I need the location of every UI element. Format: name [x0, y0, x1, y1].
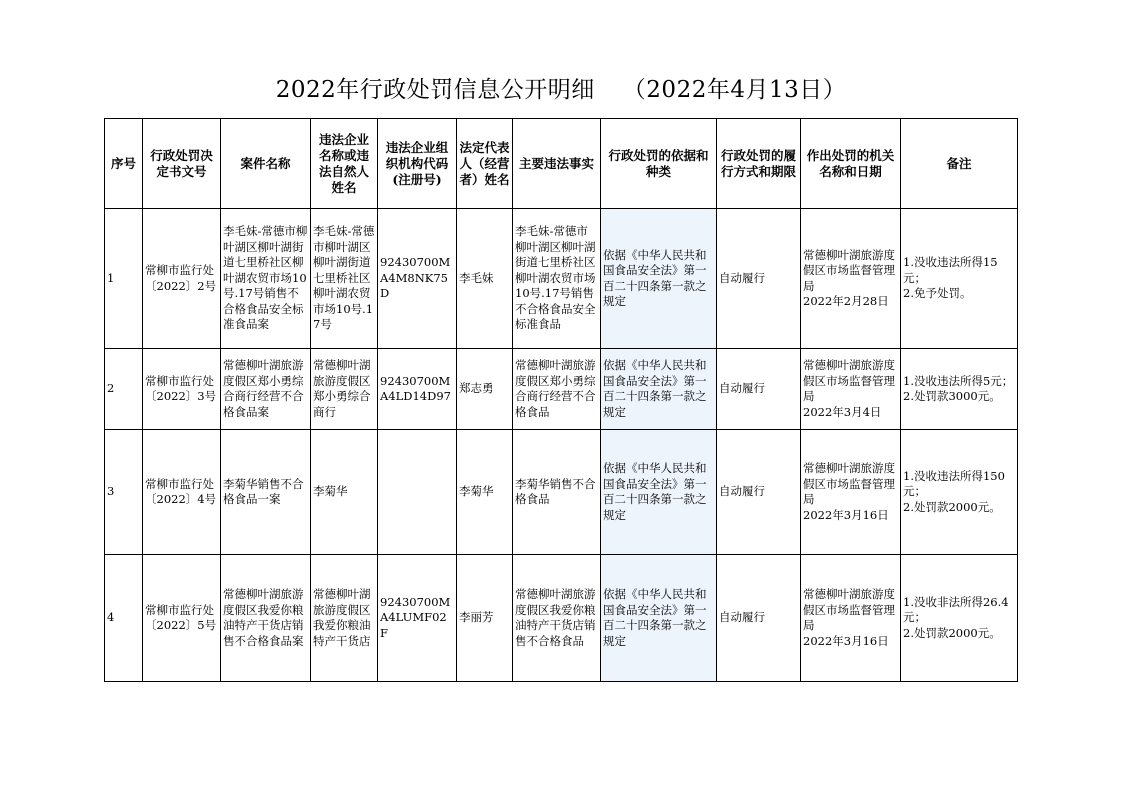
header-doc-no: 行政处罚决定书文号: [143, 119, 221, 209]
header-authority: 作出处罚的机关名称和日期: [801, 119, 901, 209]
cell-authority: [801, 209, 901, 349]
authority-name: 常德柳叶湖旅游度假区市场监督管理局: [803, 247, 895, 293]
cell-authority: [801, 349, 901, 430]
cell-legal-rep: 郑志勇: [457, 349, 513, 430]
header-remarks: 备注: [901, 119, 1018, 209]
cell-basis: 依据《中华人民共和国食品安全法》第一百二十四条第一款之规定: [601, 349, 717, 430]
cell-facts: 常德柳叶湖旅游度假区郑小勇综合商行经营不合格食品: [513, 349, 601, 430]
facts-text: 李毛妹-常德市柳叶湖区柳叶湖街道七里桥社区柳叶湖农贸市场10号.17号销售不合格食品安全标准食品: [515, 224, 596, 332]
remark-line-2: 2.处罚款3000元。: [903, 389, 1001, 403]
header-facts: 主要违法事实: [513, 119, 601, 209]
cell-case-name: 常德柳叶湖旅游度假区郑小勇综合商行经营不合格食品案: [221, 349, 311, 430]
cell-facts: 李菊华销售不合格食品: [513, 430, 601, 555]
cell-remarks: [901, 555, 1018, 682]
cell-basis: 依据《中华人民共和国食品安全法》第一百二十四条第一款之规定: [601, 209, 717, 349]
cell-method: 自动履行: [717, 209, 801, 349]
document-title: [0, 71, 1122, 104]
remark-line-2: 2.免予处罚。: [903, 286, 972, 301]
cell-facts: [513, 209, 601, 349]
cell-remarks: [901, 430, 1018, 555]
authority-name: 常德柳叶湖旅游度假区市场监督管理局: [803, 461, 895, 506]
table-row: [105, 209, 1018, 349]
cell-facts: 常德柳叶湖旅游度假区我爱你粮油特产干货店销售不合格食品: [513, 555, 601, 682]
authority-date: 2022年3月16日: [803, 507, 889, 522]
cell-org-code: [378, 430, 457, 555]
authority-date: 2022年2月28日: [803, 294, 889, 308]
penalty-table: [104, 118, 1018, 682]
remark-line-1: 1.没收违法所得15元；: [903, 255, 998, 285]
remark-line-1: 1.没收非法所得26.4元；: [903, 594, 1009, 625]
case-name-text: 李毛妹-常德市柳叶湖区柳叶湖街道七里桥社区柳叶湖农贸市场10号.17号销售不合格食品安全标准食品案: [223, 224, 308, 332]
title-date: （2022年4月13日）: [622, 77, 847, 103]
cell-seq: 2: [105, 349, 143, 430]
cell-doc-no: 常柳市监行处〔2022〕5号: [143, 555, 221, 682]
cell-case-name: 常德柳叶湖旅游度假区我爱你粮油特产干货店销售不合格食品案: [221, 555, 311, 682]
header-method: 行政处罚的履行方式和期限: [717, 119, 801, 209]
cell-authority: [801, 555, 901, 682]
header-row: [105, 119, 1018, 209]
cell-party: 李毛妹-常德市柳叶湖区柳叶湖街道七里桥社区柳叶湖农贸市场10号.17号: [311, 209, 378, 349]
cell-basis: 依据《中华人民共和国食品安全法》第一百二十四条第一款之规定: [601, 430, 717, 555]
title-text: 2022年行政处罚信息公开明细: [275, 77, 595, 103]
table-row: [105, 555, 1018, 682]
cell-method: 自动履行: [717, 555, 801, 682]
table-row: [105, 430, 1018, 555]
header-case-name: 案件名称: [221, 119, 311, 209]
cell-org-code: 92430700MA4LUMF02F: [378, 555, 457, 682]
cell-method: 自动履行: [717, 349, 801, 430]
remark-line-2: 2.处罚款2000元。: [903, 625, 1001, 640]
table-row: [105, 349, 1018, 430]
cell-case-name: 李菊华销售不合格食品一案: [221, 430, 311, 555]
cell-party: 常德柳叶湖旅游度假区我爱你粮油特产干货店: [311, 555, 378, 682]
cell-party: 常德柳叶湖旅游度假区郑小勇综合商行: [311, 349, 378, 430]
cell-basis: 依据《中华人民共和国食品安全法》第一百二十四条第一款之规定: [601, 555, 717, 682]
header-basis: 行政处罚的依据和种类: [601, 119, 717, 209]
authority-date: 2022年3月4日: [803, 404, 882, 419]
authority-date: 2022年3月16日: [803, 633, 889, 648]
cell-seq: 1: [105, 209, 143, 349]
cell-case-name: [221, 209, 311, 349]
cell-party: 李菊华: [311, 430, 378, 555]
header-org-code: 违法企业组织机构代码(注册号): [378, 119, 457, 209]
remark-line-1: 1.没收违法所得5元；: [903, 373, 1014, 388]
header-party: 违法企业名称或违法自然人姓名: [311, 119, 378, 209]
cell-doc-no: 常柳市监行处〔2022〕2号: [143, 209, 221, 349]
header-seq: 序号: [105, 119, 143, 209]
authority-name: 常德柳叶湖旅游度假区市场监督管理局: [803, 587, 895, 632]
cell-remarks: [901, 209, 1018, 349]
cell-legal-rep: 李毛妹: [457, 209, 513, 349]
cell-org-code: 92430700MA4LD14D97: [378, 349, 457, 430]
cell-legal-rep: 李菊华: [457, 430, 513, 555]
cell-doc-no: 常柳市监行处〔2022〕3号: [143, 349, 221, 430]
remark-line-2: 2.处罚款2000元。: [903, 499, 1001, 514]
cell-doc-no: 常柳市监行处〔2022〕4号: [143, 430, 221, 555]
cell-method: 自动履行: [717, 430, 801, 555]
cell-org-code: 92430700MA4M8NK75D: [378, 209, 457, 349]
header-legal-rep: 法定代表人（经营者）姓名: [457, 119, 513, 209]
cell-authority: [801, 430, 901, 555]
cell-seq: 4: [105, 555, 143, 682]
cell-legal-rep: 李丽芳: [457, 555, 513, 682]
remark-line-1: 1.没收违法所得150元；: [903, 468, 1005, 499]
cell-remarks: [901, 349, 1018, 430]
cell-seq: 3: [105, 430, 143, 555]
authority-name: 常德柳叶湖旅游度假区市场监督管理局: [803, 358, 895, 403]
